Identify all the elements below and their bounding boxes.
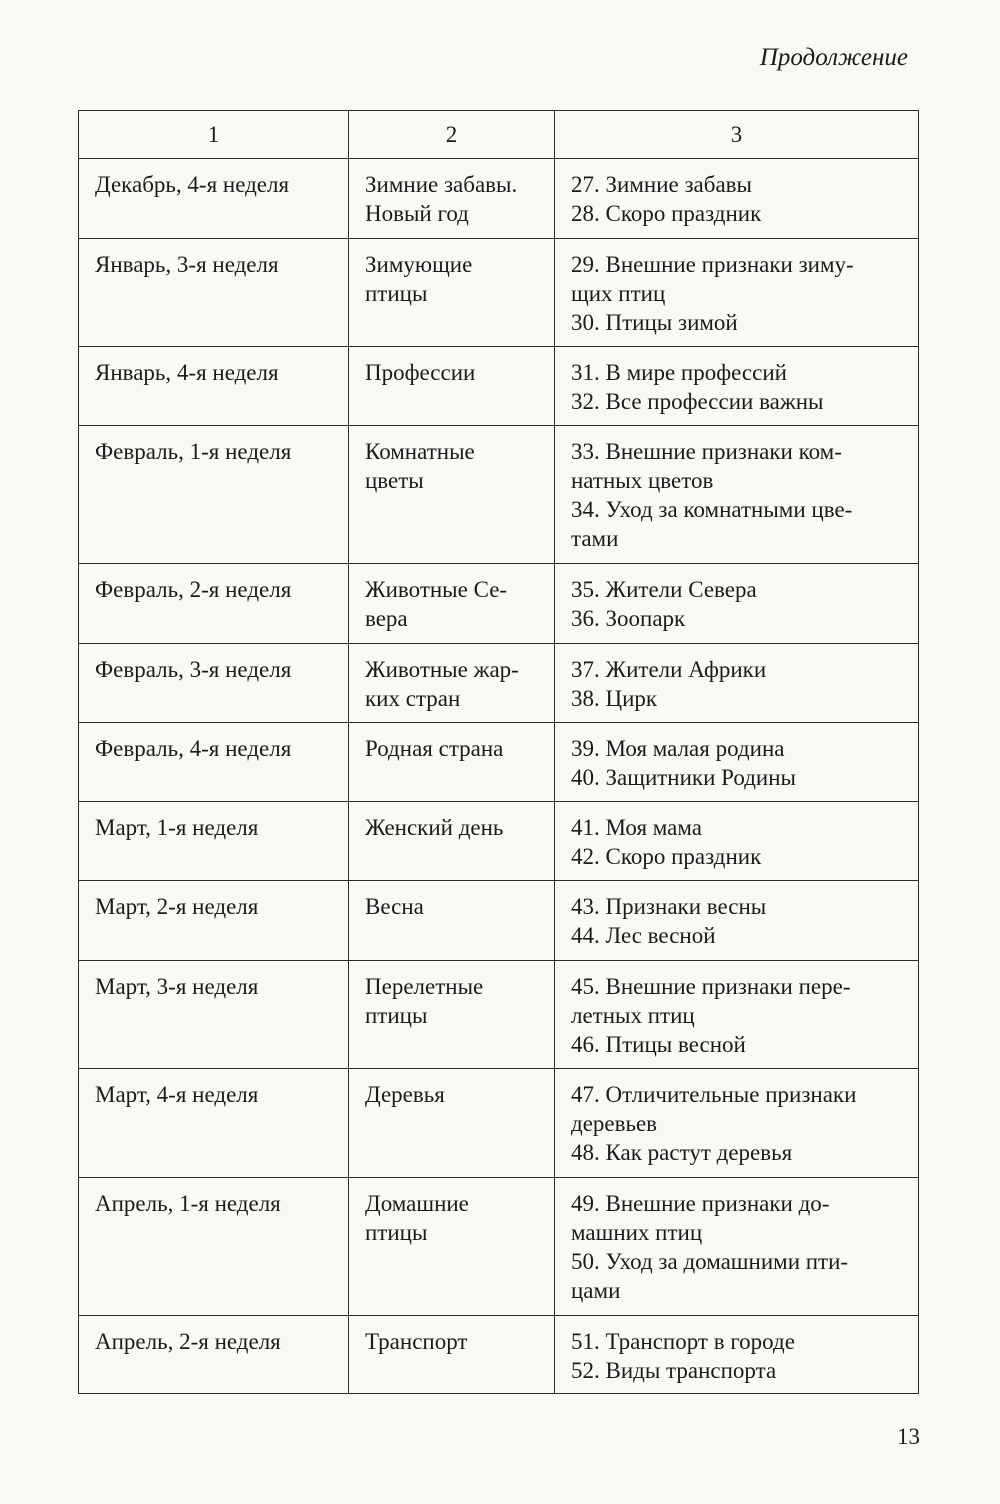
- theme-cell: [349, 961, 555, 1069]
- topic-line: 42. Скоро праздник: [571, 844, 762, 869]
- topic-line: 33. Внешние признаки ком-: [571, 439, 842, 464]
- topic-line: 43. Признаки весны: [571, 894, 767, 919]
- topic-line: 29. Внешние признаки зиму-: [571, 252, 854, 277]
- topic-line: 41. Моя мама: [571, 815, 702, 840]
- topic-line: летных птиц: [571, 1003, 695, 1028]
- topic-line: 47. Отличительные признаки: [571, 1082, 857, 1107]
- theme-cell: [349, 1316, 555, 1394]
- table-row: [79, 1178, 919, 1316]
- topics-cell: [555, 723, 919, 802]
- theme-line: цветы: [365, 468, 424, 493]
- table-header-row: [79, 111, 919, 159]
- period-cell: Март, 2-я неделя: [79, 881, 349, 961]
- period-cell: Февраль, 4-я неделя: [79, 723, 349, 802]
- topics-cell: [555, 239, 919, 347]
- topics-cell: [555, 426, 919, 564]
- continuation-label: Продолжение: [759, 44, 908, 71]
- topic-line: 48. Как растут деревья: [571, 1140, 793, 1165]
- theme-line: Зимующие: [365, 252, 473, 277]
- period-cell: Февраль, 3-я неделя: [79, 644, 349, 723]
- table-row: [79, 239, 919, 347]
- theme-line: Транспорт: [365, 1329, 468, 1354]
- theme-line: Родная страна: [365, 736, 504, 761]
- theme-cell: [349, 1069, 555, 1178]
- topic-line: 39. Моя малая родина: [571, 736, 785, 761]
- topic-line: 31. В мире профессий: [571, 360, 787, 385]
- theme-line: Новый год: [365, 201, 469, 226]
- theme-line: ких стран: [365, 686, 461, 711]
- table-row: [79, 1069, 919, 1178]
- topics-cell: [555, 1069, 919, 1178]
- topic-line: машних птиц: [571, 1220, 703, 1245]
- topic-line: деревьев: [571, 1111, 658, 1136]
- theme-cell: [349, 881, 555, 961]
- theme-line: Перелетные: [365, 974, 484, 999]
- period-cell: Февраль, 2-я неделя: [79, 564, 349, 644]
- topics-cell: [555, 347, 919, 426]
- topic-line: 46. Птицы весной: [571, 1032, 746, 1057]
- topics-cell: [555, 564, 919, 644]
- table-row: [79, 1316, 919, 1394]
- topic-line: тами: [571, 526, 619, 551]
- topic-line: 50. Уход за домашними пти-: [571, 1249, 849, 1274]
- theme-cell: [349, 347, 555, 426]
- topics-cell: [555, 961, 919, 1069]
- schedule-table: [78, 110, 919, 1394]
- period-cell: Март, 3-я неделя: [79, 961, 349, 1069]
- period-cell: Апрель, 1-я неделя: [79, 1178, 349, 1316]
- topic-line: 28. Скоро праздник: [571, 201, 762, 226]
- theme-line: вера: [365, 606, 408, 631]
- theme-line: Домашние: [365, 1191, 469, 1216]
- theme-line: Женский день: [365, 815, 504, 840]
- topic-line: 51. Транспорт в городе: [571, 1329, 795, 1354]
- theme-line: Животные жар-: [365, 657, 519, 682]
- topics-cell: [555, 1178, 919, 1316]
- period-cell: Февраль, 1-я неделя: [79, 426, 349, 564]
- topics-cell: [555, 802, 919, 881]
- table-row: [79, 159, 919, 239]
- table-row: [79, 347, 919, 426]
- theme-cell: [349, 1178, 555, 1316]
- period-cell: Январь, 3-я неделя: [79, 239, 349, 347]
- topics-cell: [555, 644, 919, 723]
- theme-line: Животные Се-: [365, 577, 508, 602]
- table-row: [79, 802, 919, 881]
- theme-cell: [349, 802, 555, 881]
- topic-line: 40. Защитники Родины: [571, 765, 796, 790]
- topic-line: 37. Жители Африки: [571, 657, 767, 682]
- theme-line: Деревья: [365, 1082, 445, 1107]
- table-row: [79, 723, 919, 802]
- theme-cell: [349, 239, 555, 347]
- table-row: [79, 881, 919, 961]
- theme-line: птицы: [365, 1003, 428, 1028]
- period-cell: Апрель, 2-я неделя: [79, 1316, 349, 1394]
- theme-line: Весна: [365, 894, 424, 919]
- table-row: [79, 644, 919, 723]
- topic-line: 49. Внешние признаки до-: [571, 1191, 830, 1216]
- theme-cell: [349, 564, 555, 644]
- topic-line: 30. Птицы зимой: [571, 310, 738, 335]
- topic-line: щих птиц: [571, 281, 666, 306]
- theme-cell: [349, 644, 555, 723]
- topics-cell: [555, 881, 919, 961]
- table-row: [79, 564, 919, 644]
- topic-line: 52. Виды транспорта: [571, 1358, 777, 1383]
- period-cell: Декабрь, 4-я неделя: [79, 159, 349, 239]
- theme-line: Профессии: [365, 360, 476, 385]
- topic-line: 45. Внешние признаки пере-: [571, 974, 851, 999]
- column-header-2: 2: [349, 111, 555, 159]
- topics-cell: [555, 1316, 919, 1394]
- topic-line: 35. Жители Севера: [571, 577, 757, 602]
- period-cell: Январь, 4-я неделя: [79, 347, 349, 426]
- topic-line: цами: [571, 1278, 621, 1303]
- topic-line: 36. Зоопарк: [571, 606, 686, 631]
- topic-line: 38. Цирк: [571, 686, 658, 711]
- theme-cell: [349, 159, 555, 239]
- column-header-3: 3: [555, 111, 919, 159]
- page-number: 13: [897, 1424, 920, 1449]
- theme-line: птицы: [365, 281, 428, 306]
- theme-line: Зимние забавы.: [365, 172, 518, 197]
- topic-line: 27. Зимние забавы: [571, 172, 752, 197]
- theme-cell: [349, 723, 555, 802]
- topic-line: 34. Уход за комнатными цве-: [571, 497, 853, 522]
- period-cell: Март, 1-я неделя: [79, 802, 349, 881]
- period-cell: Март, 4-я неделя: [79, 1069, 349, 1178]
- table-row: [79, 426, 919, 564]
- theme-line: птицы: [365, 1220, 428, 1245]
- topic-line: 44. Лес весной: [571, 923, 716, 948]
- column-header-1: 1: [79, 111, 349, 159]
- theme-line: Комнатные: [365, 439, 475, 464]
- topic-line: 32. Все профессии важны: [571, 389, 824, 414]
- theme-cell: [349, 426, 555, 564]
- topics-cell: [555, 159, 919, 239]
- topic-line: натных цветов: [571, 468, 714, 493]
- table-row: [79, 961, 919, 1069]
